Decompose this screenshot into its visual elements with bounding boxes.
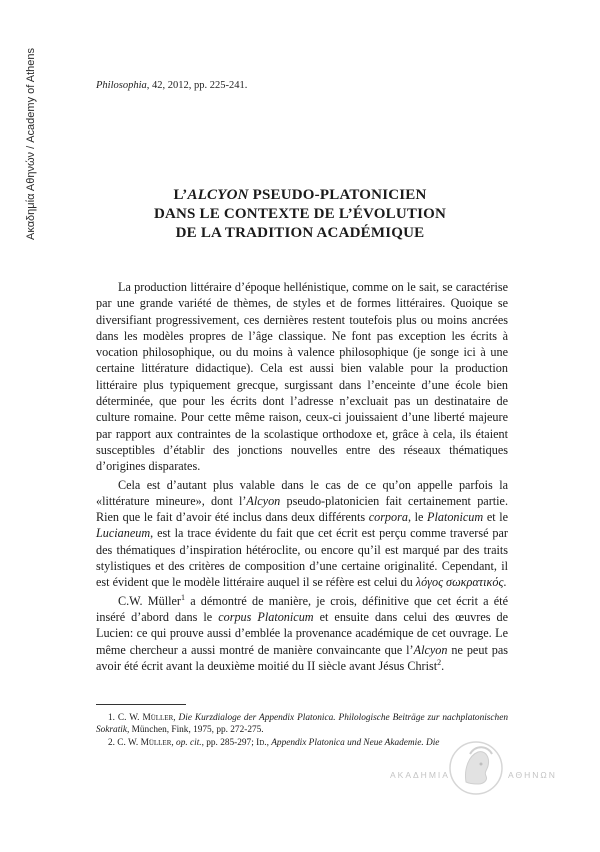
footnote-divider	[96, 704, 186, 705]
academy-logo	[390, 740, 565, 800]
journal-citation	[96, 80, 247, 91]
paragraph-2: Cela est d’autant plus valable dans le cas de ce qu’on appelle parfois la «littérature mineure», dont l’Alcyon pseudo-platonicien fait certainement partie. Rien que le fait d’avoir été inclus dans deux différents corpora, le Platonicum et le Lucianeum, est la trace évidente du fait que cet écrit est perçu comme traversé par des thématiques d’inspiration hétéroclite, ou encore qu’il est marqué par des traits stylistiques et des critères de composition d’une certaine originalité. Cependant, il est évident que le modèle littéraire auquel il se réfère est celui du λόγος σωκρατικός.	[96, 477, 509, 590]
footnote-ref-2[interactable]: 2	[437, 657, 442, 667]
title-line-2: DANS LE CONTEXTE DE L’ÉVOLUTION	[153, 206, 447, 222]
footnote-2: 2. C. W. Müller, op. cit., pp. 285-297; Id., Appendix Platonica und Neue Akademie. Die	[108, 737, 440, 748]
logo-text-right: ΑΘΗΝΩΝ	[508, 770, 557, 780]
title-rest: PSEUDO-PLATONICIEN	[248, 187, 427, 203]
title-line-3: DE LA TRADITION ACADÉMIQUE	[175, 225, 425, 241]
academy-watermark: Ακαδημία Αθηνών / Academy of Athens	[25, 47, 37, 240]
title-line-1	[0, 186, 600, 205]
footnote-ref-1[interactable]: 1	[180, 592, 185, 602]
paragraph-3: C.W. Müller$^1$ a démontré de manière, je crois, définitive que cet écrit a été inséré d’abord dans le corpus Platonicum et ensuite dans celui des œuvres de Lucien: ce qui prouve aussi d’emblée la provenance académique de cet ouvrage. Le même chercheur a aussi montré de manière convaincante que l’Alcyon ne peut pas avoir été écrit avant la deuxième moitié du II siècle avant Jésus Christ$^2$.	[96, 592, 509, 673]
article-title	[0, 186, 600, 243]
title-italic: ALCYON	[187, 187, 249, 203]
paragraph-1: La production littéraire d’époque hellénistique, comme on le sait, se caractérise par une grande variété de thèmes, de styles et de formes littéraires. Quoique se diversifiant progressivement, ces dernières restent toutefois plus ou moins ancrées dans les modèles propres de l’âge classique. Ne font pas exception les écrits à vocation philosophique, ou du moins à valence philosophique (je songe ici à une certaine littérature didactique). Cela est aussi bien valable pour la production littéraire plus typiquement grecque, surgissant dans l’enceinte d’une école bien déterminée, que pour les écrits dont l’adresse n’excluait pas un destinataire de culture romaine. Pour cette même raison, ceux-ci jouissaient d’une liberté majeure par rapport aux contraintes de la scolastique orthodoxe et, grâce à cela, ils étaient susceptibles d’établir des jonctions nouvelles entre des réseaux thématiques d’origines disparates.	[96, 280, 508, 474]
athena-head-icon	[448, 740, 504, 796]
journal-name: Philosophia	[96, 80, 147, 91]
footnote-1: 1. C. W. Müller, Die Kurzdialoge der Appendix Platonica. Philologische Beiträge zur nachplatonischen Sokratik, München, Fink, 1975, pp. 272-275.	[96, 713, 508, 736]
logo-text-left: ΑΚΑΔΗΜΙΑ	[390, 770, 450, 780]
title-prefix: L’	[173, 187, 188, 203]
article-body	[96, 279, 508, 676]
citation-details: , 42, 2012, pp. 225-241.	[146, 80, 248, 91]
